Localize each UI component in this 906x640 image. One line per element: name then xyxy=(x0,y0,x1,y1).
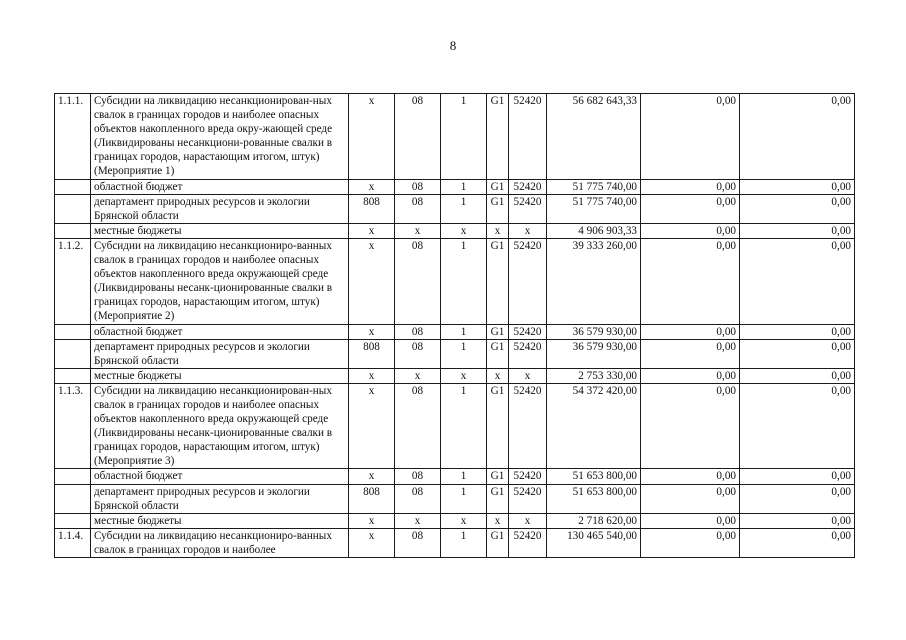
row-number-cell xyxy=(55,339,91,368)
code-cell-3: х xyxy=(441,223,487,238)
description-cell: Субсидии на ликвидацию несанкционирован-ных свалок в границах городов и наиболее опасных объектов накопленного вреда окру-жающей среде (Ликвидированы несанкциони-рованные свалки в границах городов, нарастающим итогом, штук) (Мероприятие 1) xyxy=(91,94,349,180)
code-cell-3: 1 xyxy=(441,528,487,557)
table-row xyxy=(55,238,855,324)
amount-cell-1: 56 682 643,33 xyxy=(547,94,641,180)
code-cell-2: 08 xyxy=(395,383,441,469)
code-cell-4: G1 xyxy=(487,94,509,180)
code-cell-2: 08 xyxy=(395,469,441,484)
amount-cell-1: 130 465 540,00 xyxy=(547,528,641,557)
code-cell-5: 52420 xyxy=(509,94,547,180)
code-cell-4: G1 xyxy=(487,194,509,223)
code-cell-5: х xyxy=(509,513,547,528)
amount-cell-2: 0,00 xyxy=(641,513,740,528)
code-cell-2: 08 xyxy=(395,179,441,194)
code-cell-2: 08 xyxy=(395,238,441,324)
code-cell-3: 1 xyxy=(441,469,487,484)
amount-cell-1: 39 333 260,00 xyxy=(547,238,641,324)
code-cell-3: 1 xyxy=(441,194,487,223)
code-cell-1: 808 xyxy=(349,484,395,513)
code-cell-5: 52420 xyxy=(509,339,547,368)
row-number-cell xyxy=(55,223,91,238)
row-number-cell: 1.1.4. xyxy=(55,528,91,557)
table-row xyxy=(55,484,855,513)
description-cell: местные бюджеты xyxy=(91,513,349,528)
code-cell-2: 08 xyxy=(395,94,441,180)
row-number-cell xyxy=(55,324,91,339)
code-cell-4: G1 xyxy=(487,383,509,469)
amount-cell-1: 51 775 740,00 xyxy=(547,194,641,223)
amount-cell-3: 0,00 xyxy=(740,324,855,339)
amount-cell-1: 2 718 620,00 xyxy=(547,513,641,528)
budget-table-body xyxy=(55,94,855,558)
code-cell-2: 08 xyxy=(395,528,441,557)
code-cell-1: х xyxy=(349,368,395,383)
table-row xyxy=(55,179,855,194)
amount-cell-3: 0,00 xyxy=(740,94,855,180)
row-number-cell xyxy=(55,469,91,484)
code-cell-2: 08 xyxy=(395,324,441,339)
amount-cell-1: 2 753 330,00 xyxy=(547,368,641,383)
amount-cell-1: 54 372 420,00 xyxy=(547,383,641,469)
description-cell: областной бюджет xyxy=(91,179,349,194)
amount-cell-1: 36 579 930,00 xyxy=(547,339,641,368)
amount-cell-3: 0,00 xyxy=(740,238,855,324)
code-cell-3: 1 xyxy=(441,179,487,194)
code-cell-3: х xyxy=(441,513,487,528)
amount-cell-2: 0,00 xyxy=(641,194,740,223)
amount-cell-3: 0,00 xyxy=(740,513,855,528)
code-cell-4: G1 xyxy=(487,469,509,484)
code-cell-3: 1 xyxy=(441,383,487,469)
code-cell-1: х xyxy=(349,94,395,180)
code-cell-2: 08 xyxy=(395,339,441,368)
amount-cell-2: 0,00 xyxy=(641,324,740,339)
table-row xyxy=(55,339,855,368)
row-number-cell xyxy=(55,179,91,194)
amount-cell-1: 51 653 800,00 xyxy=(547,469,641,484)
table-row xyxy=(55,513,855,528)
code-cell-5: 52420 xyxy=(509,194,547,223)
code-cell-3: х xyxy=(441,368,487,383)
row-number-cell xyxy=(55,368,91,383)
description-cell: департамент природных ресурсов и экологии Брянской области xyxy=(91,339,349,368)
code-cell-5: 52420 xyxy=(509,528,547,557)
amount-cell-2: 0,00 xyxy=(641,339,740,368)
code-cell-5: 52420 xyxy=(509,179,547,194)
amount-cell-1: 36 579 930,00 xyxy=(547,324,641,339)
code-cell-4: G1 xyxy=(487,238,509,324)
code-cell-1: х xyxy=(349,513,395,528)
amount-cell-3: 0,00 xyxy=(740,368,855,383)
page-number: 8 xyxy=(449,38,457,53)
row-number-cell: 1.1.1. xyxy=(55,94,91,180)
amount-cell-2: 0,00 xyxy=(641,528,740,557)
code-cell-2: х xyxy=(395,223,441,238)
amount-cell-3: 0,00 xyxy=(740,179,855,194)
code-cell-5: х xyxy=(509,223,547,238)
description-cell: Субсидии на ликвидацию несанкциониро-ванных свалок в границах городов и наиболее опасных объектов накопленного вреда окружающей среде (Ликвидированы несанк-ционированные свалки в границах городов, нарастающим итогом, штук) (Мероприятие 2) xyxy=(91,238,349,324)
table-row xyxy=(55,194,855,223)
amount-cell-3: 0,00 xyxy=(740,339,855,368)
description-cell: Субсидии на ликвидацию несанкционирован-ных свалок в границах городов и наиболее опасных объектов накопленного вреда окружающей среде (Ликвидированы несанк-ционированные свалки в границах городов, нарастающим итогом, штук) (Мероприятие 3) xyxy=(91,383,349,469)
code-cell-5: х xyxy=(509,368,547,383)
amount-cell-2: 0,00 xyxy=(641,179,740,194)
amount-cell-1: 51 653 800,00 xyxy=(547,484,641,513)
code-cell-3: 1 xyxy=(441,94,487,180)
description-cell: местные бюджеты xyxy=(91,368,349,383)
table-row xyxy=(55,368,855,383)
budget-table xyxy=(54,93,855,558)
amount-cell-2: 0,00 xyxy=(641,238,740,324)
code-cell-3: 1 xyxy=(441,339,487,368)
amount-cell-2: 0,00 xyxy=(641,368,740,383)
description-cell: местные бюджеты xyxy=(91,223,349,238)
code-cell-5: 52420 xyxy=(509,324,547,339)
row-number-cell: 1.1.2. xyxy=(55,238,91,324)
row-number-cell xyxy=(55,484,91,513)
code-cell-1: 808 xyxy=(349,339,395,368)
code-cell-1: х xyxy=(349,324,395,339)
code-cell-4: G1 xyxy=(487,528,509,557)
code-cell-4: х xyxy=(487,223,509,238)
code-cell-4: G1 xyxy=(487,179,509,194)
code-cell-2: х xyxy=(395,513,441,528)
amount-cell-1: 4 906 903,33 xyxy=(547,223,641,238)
amount-cell-2: 0,00 xyxy=(641,383,740,469)
table-row xyxy=(55,528,855,557)
amount-cell-3: 0,00 xyxy=(740,223,855,238)
code-cell-4: х xyxy=(487,513,509,528)
code-cell-1: х xyxy=(349,469,395,484)
code-cell-5: 52420 xyxy=(509,469,547,484)
amount-cell-3: 0,00 xyxy=(740,484,855,513)
table-row xyxy=(55,324,855,339)
amount-cell-2: 0,00 xyxy=(641,223,740,238)
code-cell-1: х xyxy=(349,528,395,557)
code-cell-4: G1 xyxy=(487,324,509,339)
description-cell: департамент природных ресурсов и экологии Брянской области xyxy=(91,484,349,513)
code-cell-1: х xyxy=(349,179,395,194)
table-row xyxy=(55,94,855,180)
amount-cell-3: 0,00 xyxy=(740,469,855,484)
row-number-cell: 1.1.3. xyxy=(55,383,91,469)
code-cell-2: 08 xyxy=(395,484,441,513)
table-row xyxy=(55,469,855,484)
code-cell-1: х xyxy=(349,383,395,469)
code-cell-1: х xyxy=(349,238,395,324)
code-cell-1: х xyxy=(349,223,395,238)
amount-cell-2: 0,00 xyxy=(641,484,740,513)
description-cell: Субсидии на ликвидацию несанкциониро-ванных свалок в границах городов и наиболее xyxy=(91,528,349,557)
code-cell-2: 08 xyxy=(395,194,441,223)
amount-cell-3: 0,00 xyxy=(740,383,855,469)
code-cell-4: G1 xyxy=(487,339,509,368)
row-number-cell xyxy=(55,513,91,528)
description-cell: департамент природных ресурсов и экологии Брянской области xyxy=(91,194,349,223)
code-cell-5: 52420 xyxy=(509,238,547,324)
row-number-cell xyxy=(55,194,91,223)
amount-cell-1: 51 775 740,00 xyxy=(547,179,641,194)
amount-cell-3: 0,00 xyxy=(740,528,855,557)
code-cell-3: 1 xyxy=(441,238,487,324)
amount-cell-3: 0,00 xyxy=(740,194,855,223)
table-row xyxy=(55,223,855,238)
description-cell: областной бюджет xyxy=(91,469,349,484)
code-cell-2: х xyxy=(395,368,441,383)
code-cell-5: 52420 xyxy=(509,484,547,513)
code-cell-4: х xyxy=(487,368,509,383)
description-cell: областной бюджет xyxy=(91,324,349,339)
code-cell-4: G1 xyxy=(487,484,509,513)
amount-cell-2: 0,00 xyxy=(641,469,740,484)
code-cell-3: 1 xyxy=(441,484,487,513)
code-cell-3: 1 xyxy=(441,324,487,339)
code-cell-1: 808 xyxy=(349,194,395,223)
amount-cell-2: 0,00 xyxy=(641,94,740,180)
code-cell-5: 52420 xyxy=(509,383,547,469)
table-row xyxy=(55,383,855,469)
